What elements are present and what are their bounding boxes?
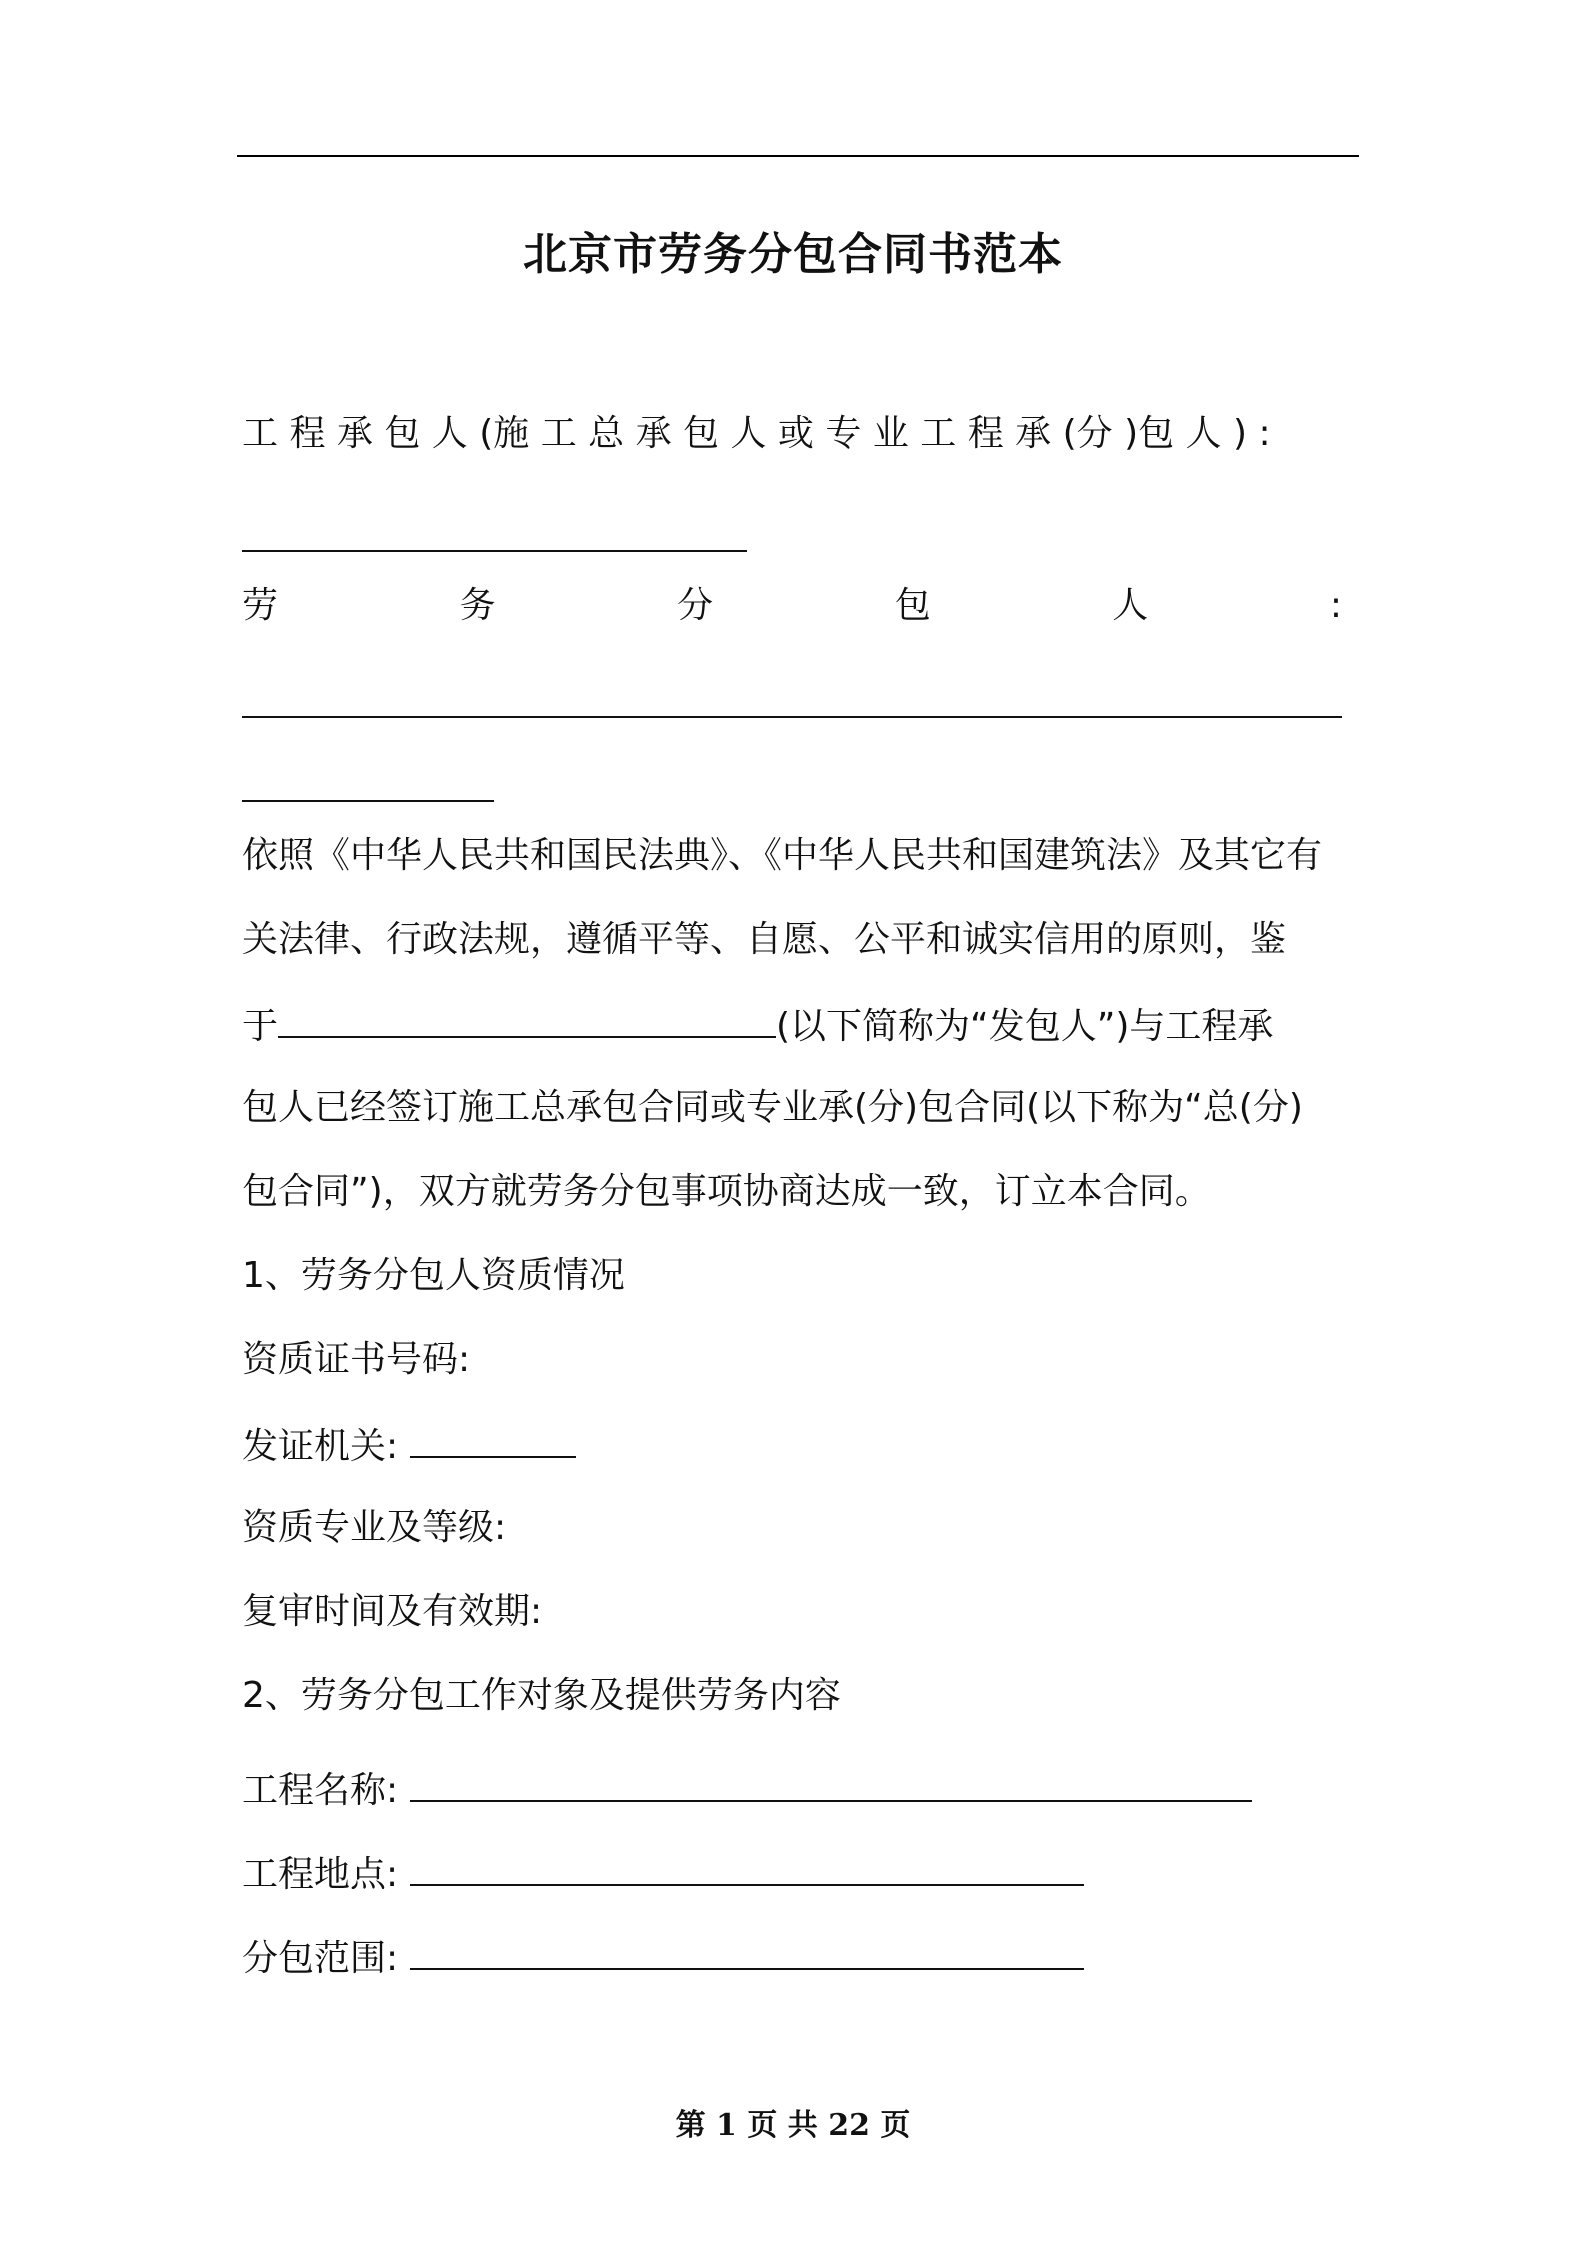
issuer-blank [410, 1426, 576, 1458]
preamble-suffix: (以下简称为“发包人”)与工程承 [776, 1006, 1274, 1047]
party-b-char: 分 [677, 585, 714, 626]
project-name-blank [410, 1770, 1252, 1802]
project-name-label: 工程名称: [242, 1770, 399, 1811]
cert-number-label: 资质证书号码: [242, 1339, 471, 1380]
specialty-label: 资质专业及等级: [242, 1507, 507, 1548]
section-1-heading: 1、劳务分包人资质情况 [242, 1255, 625, 1296]
page-footer: 第 1 页 共 22 页 [675, 2108, 911, 2143]
employer-blank [278, 1006, 776, 1038]
scope-blank [410, 1938, 1084, 1970]
preamble-line-1: 依照《中华人民共和国民法典》、《中华人民共和国建筑法》及其它有 [242, 835, 1323, 876]
preamble-line-2: 关法律、行政法规，遵循平等、自愿、公平和诚实信用的原则，鉴 [242, 919, 1287, 960]
party-b-char: 包 [894, 585, 931, 626]
party-a-blank [242, 520, 747, 559]
party-b-char: 务 [459, 585, 496, 626]
scope-label: 分包范围: [242, 1938, 399, 1979]
project-site-blank [410, 1854, 1084, 1886]
preamble-line-3 [242, 1006, 1273, 1045]
party-b-char: 人 [1112, 585, 1149, 626]
project-site-label: 工程地点: [242, 1854, 399, 1895]
party-b-char: 劳 [242, 585, 279, 626]
party-b-char: : [1329, 585, 1342, 626]
party-b-blank-cont [242, 770, 494, 809]
party-b-label [242, 585, 1342, 626]
preamble-line-5: 包合同”)，双方就劳务分包事项协商达成一致，订立本合同。 [242, 1171, 1211, 1212]
scope-row [242, 1938, 1084, 1977]
issuer-label: 发证机关: [242, 1426, 399, 1467]
preamble-prefix: 于 [242, 1006, 279, 1047]
project-name-row [242, 1770, 1252, 1809]
header-rule [237, 155, 1359, 157]
issuer-row [242, 1426, 576, 1465]
section-2-heading: 2、劳务分包工作对象及提供劳务内容 [242, 1675, 841, 1716]
party-b-blank [242, 686, 1342, 725]
project-site-row [242, 1854, 1084, 1893]
preamble-line-4: 包人已经签订施工总承包合同或专业承(分)包合同(以下称为“总(分) [242, 1087, 1303, 1128]
document-title: 北京市劳务分包合同书范本 [523, 229, 1063, 280]
review-label: 复审时间及有效期: [242, 1591, 543, 1632]
party-a-label: 工 程 承 包 人 (施 工 总 承 包 人 或 专 业 工 程 承 (分 )包 人 ) : [242, 413, 1271, 454]
